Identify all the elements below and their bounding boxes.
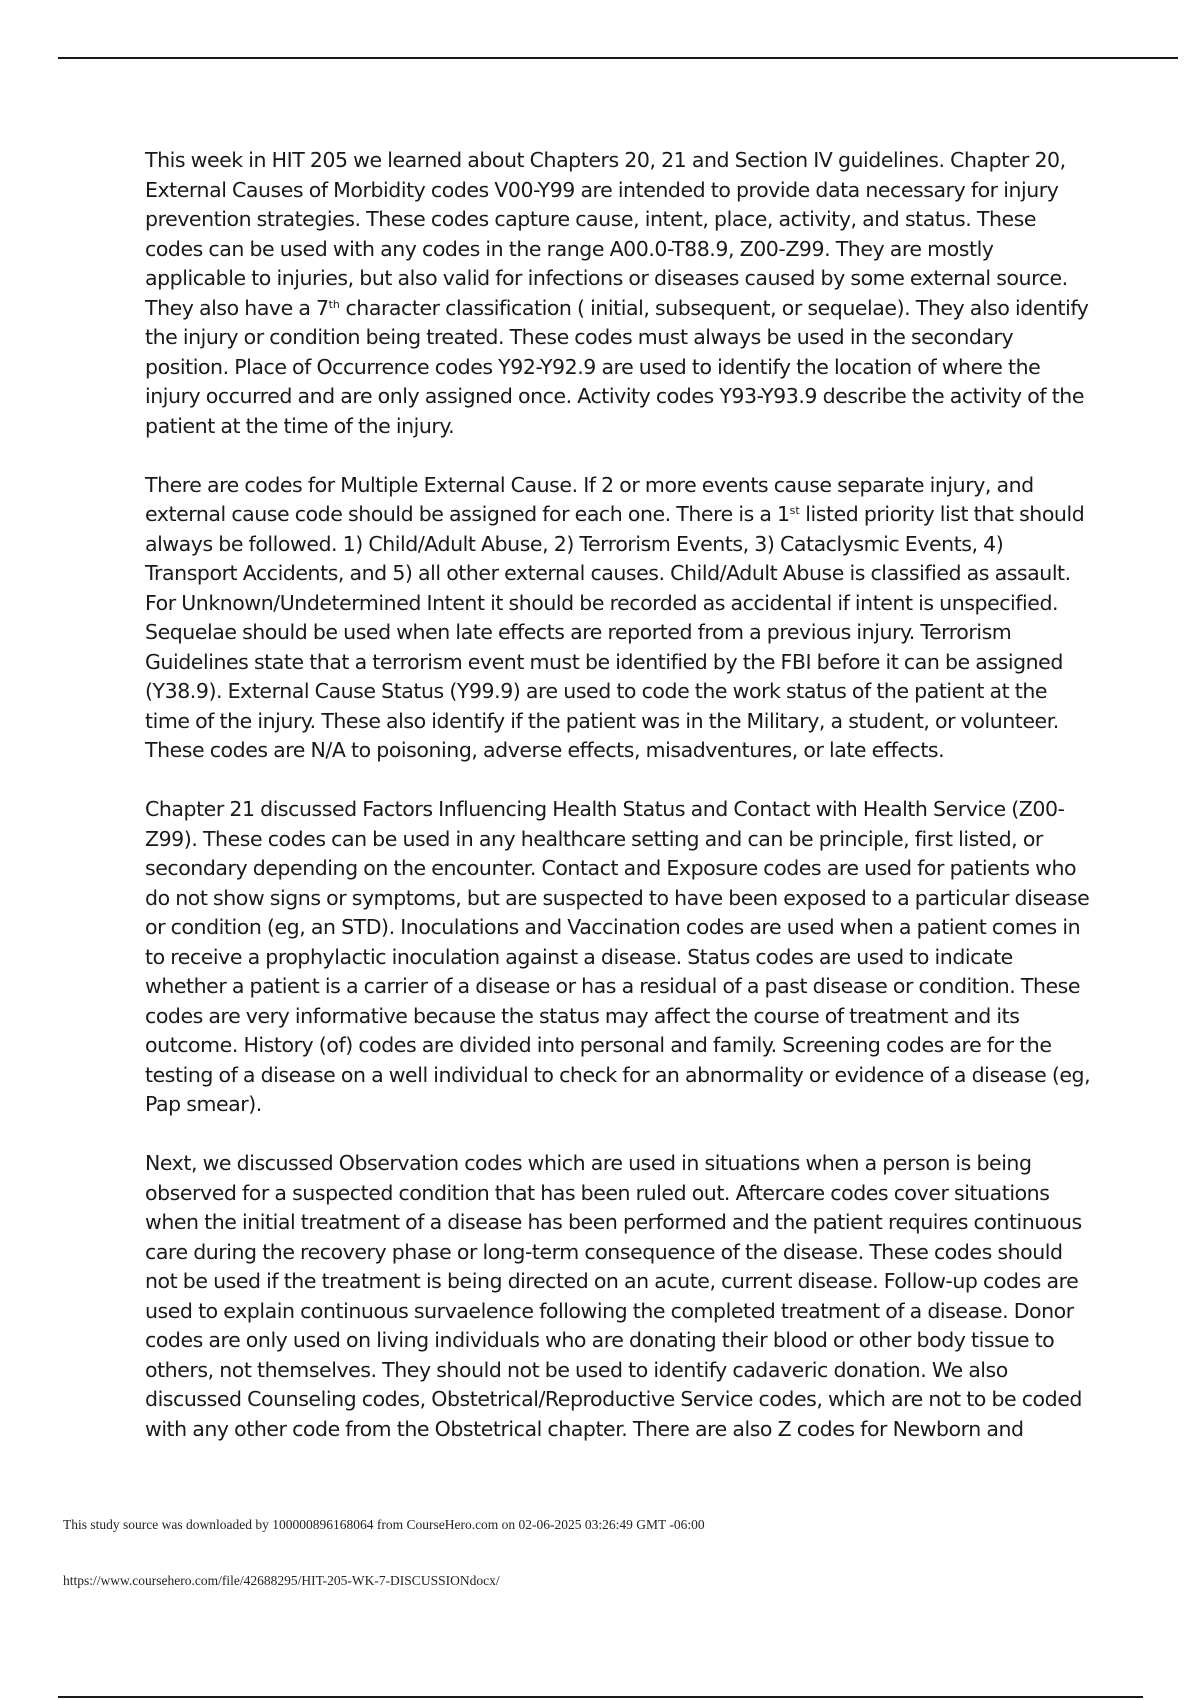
paragraph (145, 146, 1095, 441)
text-line: Pap smear). (145, 1092, 262, 1116)
text-line: Sequelae should be used when late effects are reported from a previous injury. Terrorism (145, 620, 1012, 644)
paragraph (145, 471, 1095, 766)
text-line (145, 294, 1095, 324)
text-line: whether a patient is a carrier of a disease or has a residual of a past disease or condition. These (145, 974, 1081, 998)
text-line: Chapter 21 discussed Factors Influencing Health Status and Contact with Health Service (Z00- (145, 797, 1065, 821)
text-line: or condition (eg, an STD). Inoculations and Vaccination codes are used when a patient comes in (145, 915, 1081, 939)
text-line: others, not themselves. They should not be used to identify cadaveric donation. We also (145, 1357, 1008, 1382)
ordinal-superscript: th (328, 297, 340, 311)
text-line: For Unknown/Undetermined Intent it should be recorded as accidental if intent is unspecified. (145, 590, 1059, 615)
text-line: used to explain continuous survaelence following the completed treatment of a disease. Donor (145, 1298, 1074, 1323)
document-body (145, 146, 1095, 1444)
text-line: applicable to injuries, but also valid for infections or diseases caused by some external source. (145, 266, 1068, 290)
download-source-note: This study source was downloaded by 100000896168064 from CourseHero.com on 02-06-2025 03:26:49 GMT -06:00 (63, 1517, 705, 1532)
text-line: observed for a suspected condition that has been ruled out. Aftercare codes cover situations (145, 1180, 1050, 1205)
text-line: codes are only used on living individuals who are donating their blood or other body tissue to (145, 1328, 1055, 1352)
text-segment: listed priority list that should (799, 502, 1085, 526)
text-line: with any other code from the Obstetrical chapter. There are also Z codes for Newborn and (145, 1416, 1024, 1441)
text-line: This week in HIT 205 we learned about Chapters 20, 21 and Section IV guidelines. Chapter 20, (145, 148, 1066, 172)
text-line: testing of a disease on a well individual to check for an abnormality or evidence of a disease (eg, (145, 1062, 1091, 1087)
text-line: patient at the time of the injury. (145, 413, 455, 438)
text-line: Guidelines state that a terrorism event must be identified by the FBI before it can be assigned (145, 649, 1063, 674)
top-rule (58, 57, 1178, 59)
text-line: care during the recovery phase or long-term consequence of the disease. These codes should (145, 1239, 1063, 1264)
text-line: These codes are N/A to poisoning, adverse effects, misadventures, or late effects. (145, 738, 945, 762)
text-segment: character classification ( initial, subsequent, or sequelae). They also identify (339, 295, 1089, 320)
text-line: Z99). These codes can be used in any healthcare setting and can be principle, first listed, or (145, 826, 1043, 851)
ordinal-superscript: st (789, 504, 800, 517)
text-line: not be used if the treatment is being directed on an acute, current disease. Follow-up codes are (145, 1269, 1079, 1293)
text-line: codes are very informative because the status may affect the course of treatment and its (145, 1003, 1020, 1028)
text-line: Transport Accidents, and 5) all other external causes. Child/Adult Abuse is classified as assault. (145, 561, 1071, 585)
text-line: do not show signs or symptoms, but are suspected to have been exposed to a particular disease (145, 885, 1090, 910)
text-line: External Causes of Morbidity codes V00-Y99 are intended to provide data necessary for injury (145, 177, 1059, 202)
text-line: codes can be used with any codes in the range A00.0-T88.9, Z00-Z99. They are mostly (145, 236, 994, 261)
text-line: to receive a prophylactic inoculation against a disease. Status codes are used to indicate (145, 944, 1013, 969)
text-line (145, 500, 1095, 530)
paragraph (145, 1149, 1095, 1444)
text-line: position. Place of Occurrence codes Y92-Y92.9 are used to identify the location of where the (145, 354, 1041, 379)
paragraph (145, 795, 1095, 1120)
text-segment: external cause code should be assigned for each one. There is a 1 (145, 502, 790, 526)
text-line: injury occurred and are only assigned once. Activity codes Y93-Y93.9 describe the activity of the (145, 384, 1084, 408)
text-line: time of the injury. These also identify if the patient was in the Military, a student, or volunteer. (145, 708, 1059, 733)
text-line: There are codes for Multiple External Cause. If 2 or more events cause separate injury, and (145, 472, 1034, 497)
text-line: the injury or condition being treated. These codes must always be used in the secondary (145, 325, 1014, 349)
text-line: prevention strategies. These codes capture cause, intent, place, activity, and status. These (145, 207, 1037, 231)
text-line: Next, we discussed Observation codes which are used in situations when a person is being (145, 1151, 1032, 1175)
text-segment: They also have a 7 (145, 295, 329, 320)
text-line: secondary depending on the encounter. Contact and Exposure codes are used for patients who (145, 856, 1077, 880)
text-line: always be followed. 1) Child/Adult Abuse, 2) Terrorism Events, 3) Cataclysmic Events, 4) (145, 531, 1004, 556)
bottom-rule (58, 1696, 1143, 1698)
text-line: outcome. History (of) codes are divided into personal and family. Screening codes are for the (145, 1033, 1052, 1057)
source-url: https://www.coursehero.com/file/42688295/HIT-205-WK-7-DISCUSSIONdocx/ (63, 1573, 500, 1588)
text-line: (Y38.9). External Cause Status (Y99.9) are used to code the work status of the patient at the (145, 679, 1048, 703)
text-line: discussed Counseling codes, Obstetrical/Reproductive Service codes, which are not to be coded (145, 1387, 1082, 1411)
text-line: when the initial treatment of a disease has been performed and the patient requires continuous (145, 1210, 1082, 1234)
